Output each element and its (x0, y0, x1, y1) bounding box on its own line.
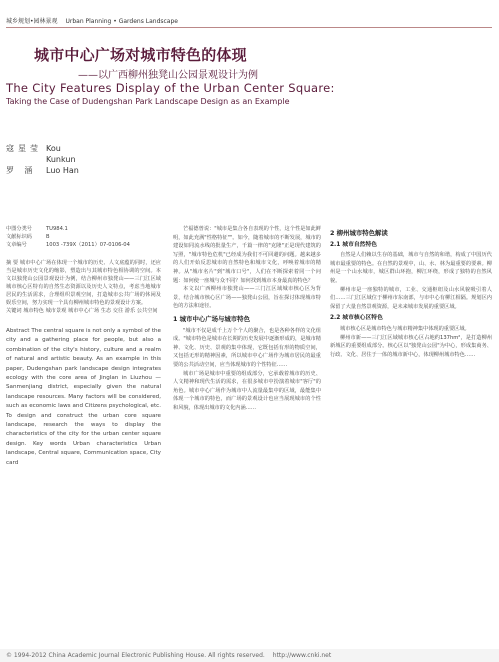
author-name-en: Luo Han (46, 166, 79, 175)
footer-link[interactable]: http://www.cnki.net (272, 652, 332, 659)
header-rule (6, 27, 492, 28)
abstract-cn: 摘 要 城市中心广场在体现一个城市的历史、人文底蕴的同时，还应当是城市历史文化的缩影，塑造出与其城市特色相协调的空间。本文以独凳山公园景观设计为例，结合柳州市独凳山——三门江区域城市核心区特有的自然生态资源以及历史人文特点，考虑当地城市居民的生活需求，合理组织景观空间，打造城市公共广场的休闲及娱乐空间，努力实现一个具有柳州城市特色的景观设计方案。 (6, 260, 161, 306)
article-title-en: The City Features Display of the Urban Center Square: (6, 81, 335, 95)
meta-value: B (46, 234, 50, 240)
subsection-heading: 2.2 城市核心区特色 (330, 315, 383, 322)
body-paragraph: 本文以广西柳州市独凳山——三门江区域城市核心区为背景，结合城市核心区广场——独凳山公园，旨在探讨体现城市特色的方法和途径。 (173, 286, 321, 310)
section-heading: 2 柳州城市特色解读 (330, 229, 388, 237)
author-row (6, 143, 90, 165)
meta-row (6, 241, 161, 249)
section-label-en: Urban Planning • Gardens Landscape (65, 18, 178, 25)
subsection-heading: 2.1 城市自然特色 (330, 241, 378, 248)
body-paragraph: 柳州市是一座独特的城市，工业、交通枢纽及山水风貌吸引着人们……三门江区域位于柳州市东南部，与市中心有柳江相隔。规划区内保留了大量自然景观资源，是未来城市发展的重要区域。 (330, 286, 492, 310)
article-subtitle-cn: ——以广西柳州独凳山公园景观设计为例 (78, 70, 258, 81)
body-paragraph: 城市核心区是城市特色与城市精神集中体现的重要区域。 (340, 325, 470, 332)
body-paragraph: "城市不仅是成千上万个个人的聚合，也是各种各样的文化组成。"城市特色是城市在长期的历史发展中逐渐形成的，是城市精神、文化、历史、景观的集中体现，它既包括有形的物质空间，又包括无形的精神因素，所以城市中心广场作为城市居民的最重要的公共活动空间，应当体现城市的个性特征…… (173, 327, 321, 368)
meta-key: 文章编号 (6, 242, 27, 248)
author-row (6, 165, 90, 176)
meta-row (6, 225, 161, 233)
section-label-cn: 城乡规划•园林景观 (6, 18, 58, 25)
author-name-cn: 罗 涵 (6, 166, 37, 175)
middle-column (173, 225, 321, 412)
body-paragraph: 芒福德曾说："城市是集合各自表现的个性，这个性是如此鲜明，如此充满"性格特征""。如今，随着城市的不断发展，城市的建设如同流水线的批量生产，千篇一律的"克隆"正是现代建筑的写照，"城市特色危机"已经成为我们不可回避的问题。越来越多的人们开始反思城市的自然特色和城市文化，呼唤着城市的精神。从"城市名片"到"城市口号"，人们在不断探索着同一个问题：如何使一座城与众不同？如何找到城市本身最真的特色？ (173, 226, 321, 284)
right-column (330, 225, 492, 359)
meta-row (6, 233, 161, 241)
meta-key: 中图分类号 (6, 226, 32, 232)
meta-value: TU984.1 (46, 226, 68, 232)
body-paragraph: 柳州市新——三门江区域城市核心区占地约137hm²，是打造柳州新城区的重要组成部分。核心区以"独凳山公园"为中心，形成集商务、行政、文化、居住于一体的城市新中心，体现柳州城市特色…… (330, 334, 492, 358)
author-list (6, 143, 90, 176)
copyright-text: © 1994-2012 China Academic Journal Electronic Publishing House. All rights reserved. (6, 652, 265, 659)
article-title-cn: 城市中心广场对城市特色的体现 (34, 46, 247, 64)
abstract-en: Abstract The central square is not only a symbol of the city and a gathering place for people, but also a combination of the city's history, culture and a realm of natural and artistic beauty. As an example in this paper, Dudengshan park landscape design integrates ecology with the core area of Jinglan in Liuzhou —Sanmenjiang district, especially given the natural landscape resources. Many factors will be considered, such as economic laws and Citizens psychological, etc. To design and construct the urban core square landscape, research the ways to display the characteristics of the city for the urban center square design. Key words Urban characteristics Urban landscape, Central square, Communication space, City card (6, 328, 161, 466)
section-heading: 1 城市中心广场与城市特色 (173, 314, 250, 323)
meta-key: 文献标识码 (6, 234, 32, 240)
meta-value: 1003 -739X（2011）07-0106-04 (46, 242, 130, 248)
author-name-cn: 寇星莹 (6, 144, 42, 153)
section-label (6, 16, 184, 25)
keywords-cn: 关键词 城市特色 城市景观 城市中心广场 生态 交往 游乐 公共空间 (6, 308, 158, 314)
left-column (6, 225, 161, 468)
author-name-en: Kou Kunkun (46, 144, 76, 164)
body-paragraph: 自然是人们赖以生存的基础，城市与自然的和谐，构成了中国历代城市最重要的特色。在自然的景观中，山、水、林为最重要的要素。柳州是一个山水城市，城区群山环抱，柳江环绕，形成了独特的自然风貌。 (330, 252, 492, 284)
copyright-footer (0, 649, 499, 662)
body-paragraph: 城市广场是城市中重要的组成部分，它承载着城市的历史、人文精神和现代生活的需求，在很多城市中扮演着城市"客厅"的角色。城市中心广场作为城市中人流量最集中的区域，最能集中体现一个城市的特色，而广场的景观设计也应当展现城市的个性和风貌，体现出城市的文化内涵…… (173, 370, 321, 411)
article-subtitle-en: Taking the Case of Dudengshan Park Landscape Design as an Example (6, 97, 290, 106)
